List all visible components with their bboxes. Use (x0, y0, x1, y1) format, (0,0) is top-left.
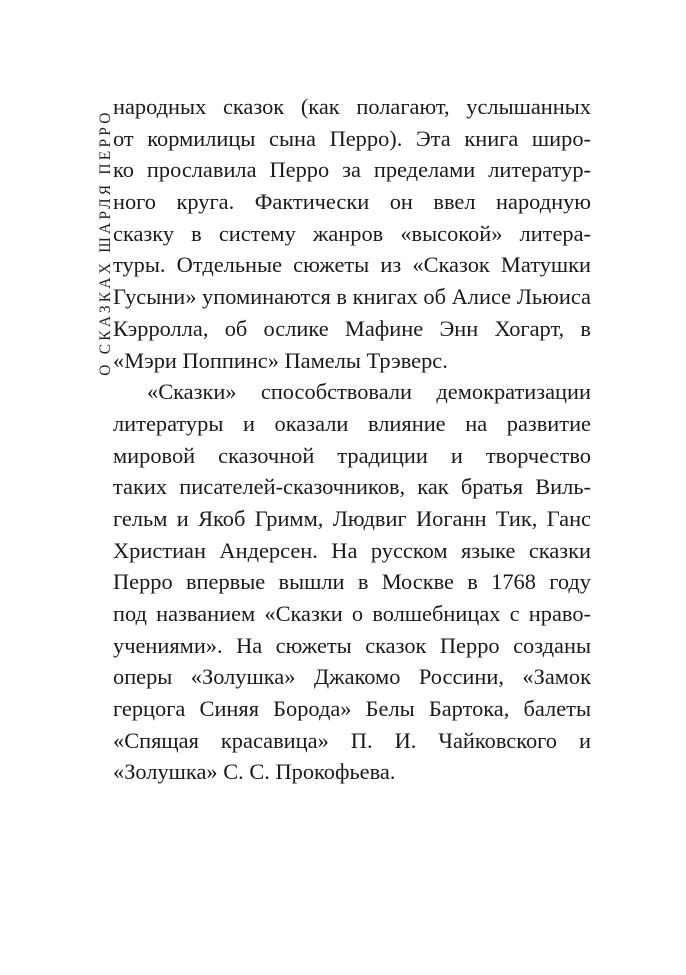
text-line: туры. Отдельные сюжеты из «Сказок Матушки (113, 252, 591, 278)
text-line: Кэрролла, об ослике Мафине Энн Хогарт, в (113, 315, 591, 341)
text-line: Перро впервые вышли в Москве в 1768 году (113, 569, 591, 595)
text-line: «Спящая красавица» П. И. Чайковского и (113, 727, 591, 753)
text-line: мировой сказочной традиции и творчество (113, 442, 591, 468)
body-text (113, 91, 591, 788)
text-line: Гусыни» упоминаются в книгах об Алисе Льюиса (113, 284, 591, 310)
text-line: под названием «Сказки о волшебницах с нраво- (113, 601, 591, 626)
text-line: учениями». На сюжеты сказок Перро созданы (113, 632, 591, 658)
text-line: от кормилицы сына Перро). Эта книга широ- (113, 125, 591, 151)
text-line: литературы и оказали влияние на развитие (113, 410, 591, 436)
text-line: гельм и Якоб Гримм, Людвиг Иоганн Тик, Ганс (113, 505, 591, 531)
running-head: О СКАЗКАХ ШАРЛЯ ПЕРРО (97, 109, 114, 376)
paragraph-2 (113, 376, 591, 788)
text-line: «Мэри Поппинс» Памелы Трэверс. (113, 347, 448, 373)
text-line: ко прославила Перро за пределами литератур- (113, 157, 591, 183)
text-line: таких писателей-сказочников, как братья Виль- (113, 474, 591, 500)
text-line: сказку в систему жанров «высокой» литера- (113, 220, 591, 246)
text-line: «Сказки» способствовали демократизации (147, 379, 591, 405)
text-line: Христиан Андерсен. На русском языке сказки (113, 537, 591, 563)
text-line: оперы «Золушка» Джакомо Россини, «Замок (113, 664, 591, 690)
text-line: герцога Синяя Борода» Белы Бартока, балеты (113, 696, 591, 722)
paragraph-1 (113, 91, 591, 376)
text-line: «Золушка» С. С. Прокофьева. (113, 759, 396, 785)
text-line: ного круга. Фактически он ввел народную (113, 189, 591, 215)
text-line: народных сказок (как полагают, услышанных (113, 94, 591, 119)
